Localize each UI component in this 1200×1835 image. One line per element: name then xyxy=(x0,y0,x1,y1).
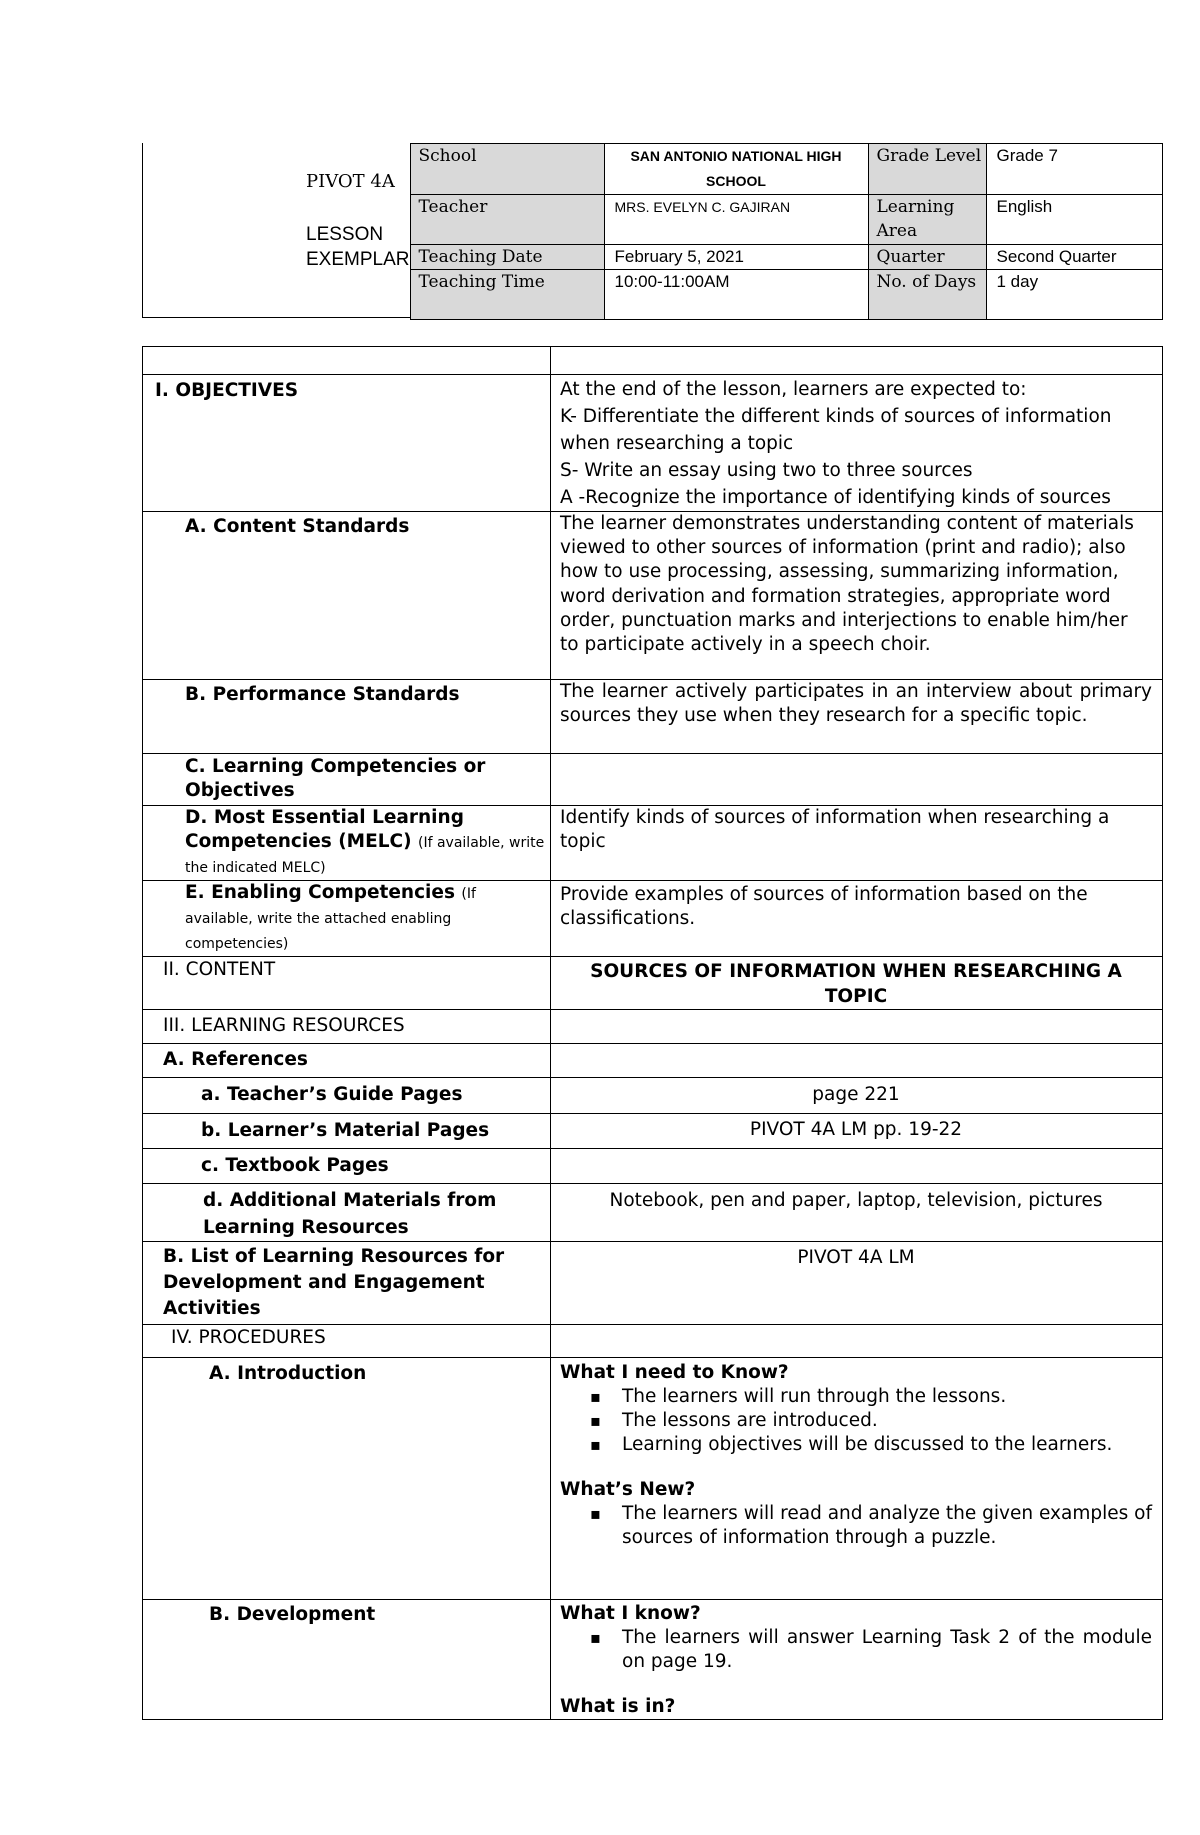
table-row xyxy=(143,1184,1163,1242)
tg-value: page 221 xyxy=(551,1078,1163,1114)
table-row xyxy=(143,1325,1163,1358)
teacher-value: MRS. EVELYN C. GAJIRAN xyxy=(604,195,868,245)
content-standards-label: A. Content Standards xyxy=(143,512,551,680)
resources-label: III. LEARNING RESOURCES xyxy=(143,1010,551,1044)
melc-label xyxy=(143,806,551,881)
procedures-label: IV. PROCEDURES xyxy=(143,1325,551,1358)
resources-list-label: B. List of Learning Resources for Development and Engagement Activities xyxy=(143,1242,551,1325)
empty-cell xyxy=(551,1010,1163,1044)
teacher-label: Teacher xyxy=(410,195,604,245)
days-label: No. of Days xyxy=(868,270,986,320)
objectives-line: K- Differentiate the different kinds of sources of information when researching a topic xyxy=(560,406,1112,454)
enabling-label-text: E. Enabling Competencies xyxy=(185,882,455,903)
tg-label: a. Teacher’s Guide Pages xyxy=(143,1078,551,1114)
melc-label-text: D. Most Essential Learning Competencies (MELC) xyxy=(185,807,464,852)
area-label: Learning Area xyxy=(868,195,986,245)
lm-label: b. Learner’s Material Pages xyxy=(143,1114,551,1149)
brand-subtitle xyxy=(306,222,409,272)
table-row xyxy=(143,680,1163,754)
table-row xyxy=(143,1114,1163,1149)
development-list xyxy=(560,1626,1152,1674)
table-row xyxy=(143,1010,1163,1044)
textbook-label: c. Textbook Pages xyxy=(143,1149,551,1184)
table-row xyxy=(143,1149,1163,1184)
date-value: February 5, 2021 xyxy=(604,245,868,270)
date-label: Teaching Date xyxy=(410,245,604,270)
lm-value: PIVOT 4A LM pp. 19-22 xyxy=(551,1114,1163,1149)
whats-new-heading: What’s New? xyxy=(560,1479,696,1500)
objectives-content xyxy=(551,375,1163,512)
brand-subtitle-line2: EXEMPLAR xyxy=(306,249,410,270)
resources-list-value: PIVOT 4A LM xyxy=(551,1242,1163,1325)
empty-cell xyxy=(551,1325,1163,1358)
lesson-table xyxy=(142,346,1163,1720)
content-text: SOURCES OF INFORMATION WHEN RESEARCHING A TOPIC xyxy=(551,957,1163,1010)
empty-cell xyxy=(551,347,1163,375)
empty-cell xyxy=(143,347,551,375)
time-label: Teaching Time xyxy=(410,270,604,320)
list-item: ▪ The learners will answer Learning Task 2 of the module on page 19. xyxy=(622,1626,1152,1674)
list-item: ▪ The learners will run through the lessons. xyxy=(622,1385,1152,1409)
introduction-label: A. Introduction xyxy=(143,1358,551,1600)
table-row xyxy=(143,1358,1163,1600)
list-item: ▪ Learning objectives will be discussed to the learners. xyxy=(622,1433,1152,1457)
introduction-list xyxy=(560,1385,1152,1457)
objectives-line: A -Recognize the importance of identifying kinds of sources xyxy=(560,487,1111,508)
additional-materials-value: Notebook, pen and paper, laptop, television, pictures xyxy=(551,1184,1163,1242)
whats-new-list xyxy=(560,1502,1152,1550)
table-row xyxy=(143,1078,1163,1114)
enabling-text: Provide examples of sources of information based on the classifications. xyxy=(551,881,1163,957)
development-heading: What I know? xyxy=(560,1603,701,1624)
table-row xyxy=(143,1242,1163,1325)
learning-competencies-text: C. Learning Competencies or Objectives xyxy=(185,756,486,801)
enabling-note: (If available, write the attached enabling competencies) xyxy=(185,886,476,952)
school-label: School xyxy=(410,144,604,195)
list-item: ▪ The lessons are introduced. xyxy=(622,1409,1152,1433)
grade-value: Grade 7 xyxy=(986,144,1162,195)
table-row xyxy=(143,881,1163,957)
development-content xyxy=(551,1600,1163,1720)
references-label: A. References xyxy=(143,1044,551,1078)
table-row xyxy=(143,1044,1163,1078)
table-row xyxy=(143,806,1163,881)
spacer xyxy=(560,1674,1152,1695)
performance-standards-label: B. Performance Standards xyxy=(143,680,551,754)
introduction-content xyxy=(551,1358,1163,1600)
objectives-line: S- Write an essay using two to three sources xyxy=(560,460,973,481)
list-item: ▪ The learners will read and analyze the given examples of sources of information through a puzzle. xyxy=(622,1502,1152,1550)
what-is-in-heading: What is in? xyxy=(560,1696,676,1717)
quarter-value: Second Quarter xyxy=(986,245,1162,270)
development-label: B. Development xyxy=(143,1600,551,1720)
learning-competencies-label xyxy=(143,754,551,806)
brand-subtitle-line1: LESSON xyxy=(306,224,384,245)
school-value: SAN ANTONIO NATIONAL HIGH SCHOOL xyxy=(604,144,868,195)
area-value: English xyxy=(986,195,1162,245)
days-value: 1 day xyxy=(986,270,1162,320)
table-row xyxy=(143,1600,1163,1720)
empty-cell xyxy=(551,1149,1163,1184)
table-row xyxy=(143,512,1163,680)
grade-label: Grade Level xyxy=(868,144,986,195)
table-row xyxy=(143,347,1163,375)
introduction-heading: What I need to Know? xyxy=(560,1362,789,1383)
quarter-label: Quarter xyxy=(868,245,986,270)
time-value: 10:00-11:00AM xyxy=(604,270,868,320)
table-row xyxy=(143,375,1163,512)
enabling-label xyxy=(143,881,551,957)
brand-title: PIVOT 4A xyxy=(306,171,395,192)
additional-materials-label: d. Additional Materials from Learning Resources xyxy=(143,1184,551,1242)
table-row xyxy=(143,957,1163,1010)
empty-cell xyxy=(551,754,1163,806)
melc-note: (If available, write the indicated MELC) xyxy=(185,835,545,876)
performance-standards-text: The learner actively participates in an interview about primary sources they use when they research for a specific topic. xyxy=(551,680,1163,754)
table-row xyxy=(143,754,1163,806)
spacer xyxy=(560,1457,1152,1478)
content-standards-text: The learner demonstrates understanding content of materials viewed to other sources of information (print and radio); also how to use processing, assessing, summarizing information, word derivation and formation strategies, appropriate word order, punctuation marks and interjections to enable him/her to participate actively in a speech choir. xyxy=(551,512,1163,680)
melc-text: Identify kinds of sources of information when researching a topic xyxy=(551,806,1163,881)
objectives-line: At the end of the lesson, learners are expected to: xyxy=(560,379,1027,400)
content-label: II. CONTENT xyxy=(143,957,551,1010)
empty-cell xyxy=(551,1044,1163,1078)
objectives-label: I. OBJECTIVES xyxy=(143,375,551,512)
